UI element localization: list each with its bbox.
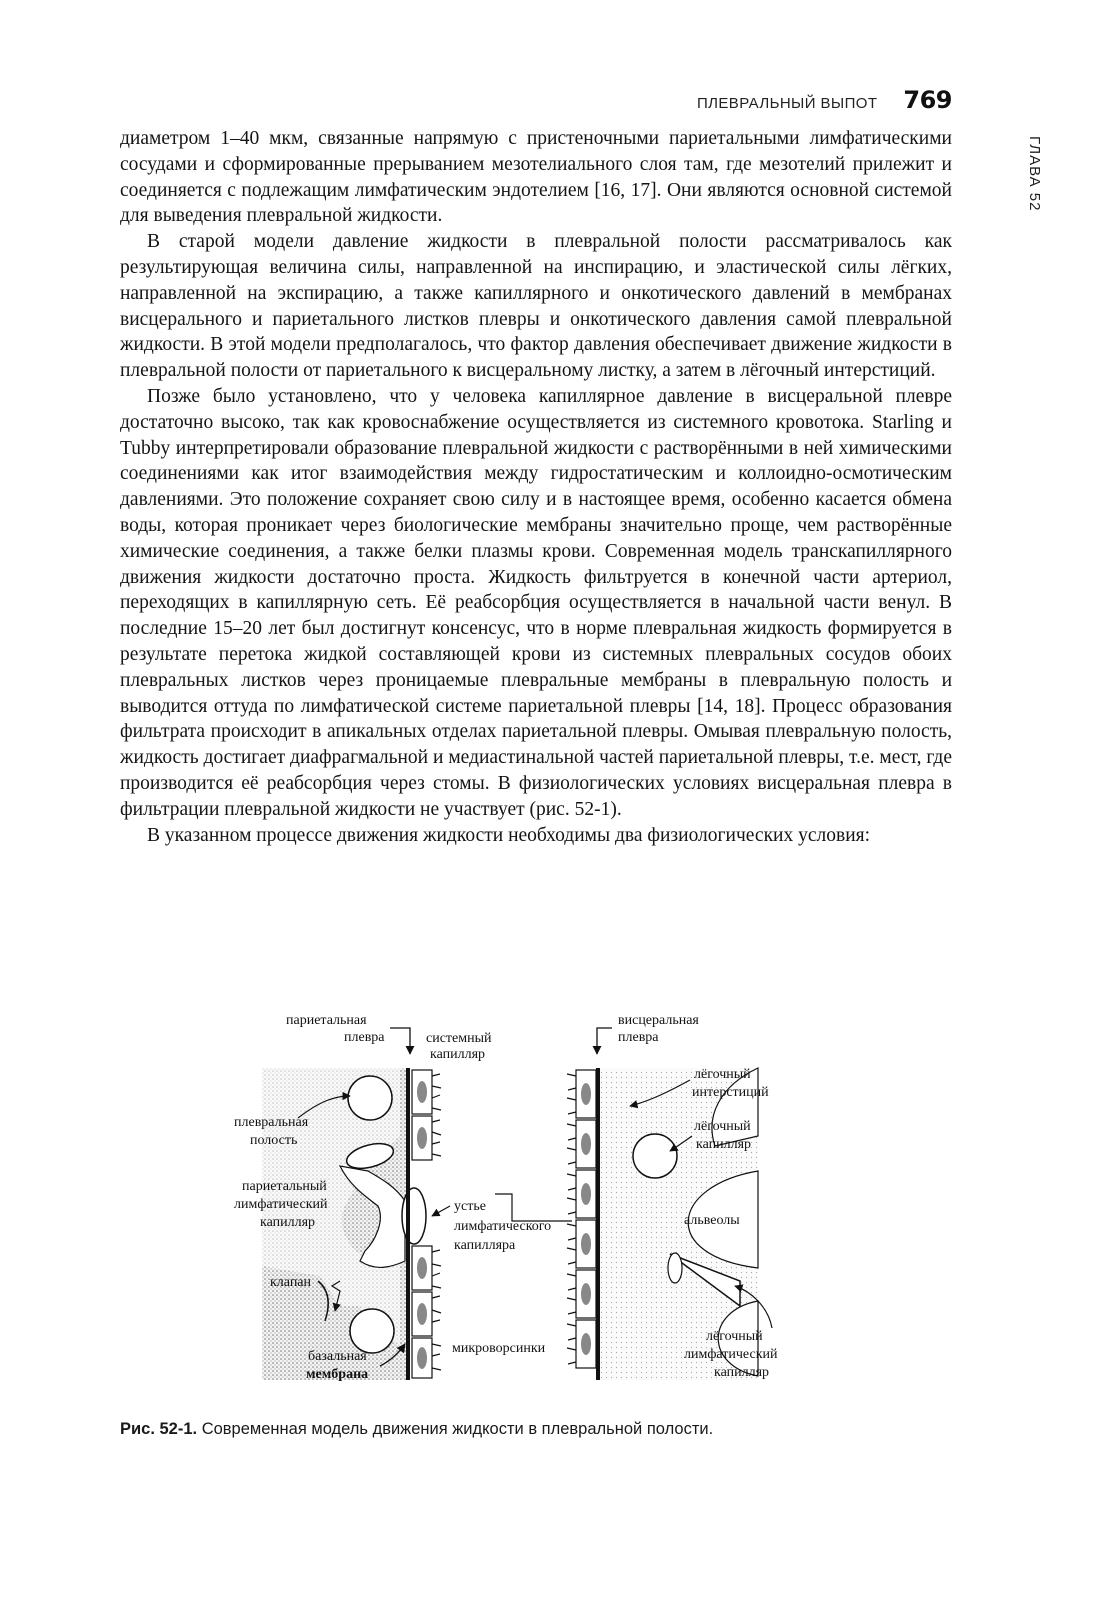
label-lung-interstitium-1: лёгочный: [694, 1067, 751, 1082]
label-stoma-3: капилляра: [454, 1238, 516, 1253]
label-valve: клапан: [270, 1275, 312, 1290]
paragraph-4: В указанном процессе движения жидкости необходимы два физиологических условия:: [147, 824, 871, 846]
label-stoma-1: устье: [454, 1199, 486, 1214]
visceral-microvilli: [567, 1074, 576, 1364]
label-basal-membrane-2: мембрана: [306, 1367, 369, 1382]
systemic-capillary-lower: [350, 1309, 394, 1353]
chapter-side-tab: ГЛАВА 52: [1026, 136, 1043, 212]
body-text: [120, 126, 952, 848]
label-systemic-capillary-2: капилляр: [430, 1047, 486, 1062]
label-parietal-lymph-1: париетальный: [242, 1179, 327, 1194]
caption-text: Современная модель движения жидкости в плевральной полости.: [201, 1420, 714, 1438]
label-visceral-pleura-2: плевра: [618, 1030, 659, 1045]
figure-caption: [120, 1420, 952, 1439]
figure-diagram: [200, 1006, 820, 1406]
running-head: [120, 86, 952, 122]
parietal-microvilli: [432, 1074, 441, 1370]
paragraph-2: В старой модели давление жидкости в плевральной полости рассматривалось как результирующая величина силы, направленной на инспирацию, и эластической силы лёгких, направленной на экспирацию, а также капиллярного и онкотического давлений в мембранах висцерального и париетального листков плевры и онкотического давления самой плевральной жидкости. В этой модели предполагалось, что фактор давления обеспечивает движение жидкости в плевральной полости от париетального к висцеральному листку, а затем в лёгочный интерстиций.: [120, 231, 952, 382]
label-parietal-pleura-1: париетальная: [286, 1013, 367, 1028]
label-pleural-cavity-1: плевральная: [234, 1115, 309, 1130]
label-alveoli: альвеолы: [684, 1213, 740, 1228]
label-systemic-capillary-1: системный: [426, 1031, 492, 1046]
page-number: 769: [903, 86, 952, 114]
label-lung-interstitium-2: интерстиций: [692, 1085, 769, 1100]
label-microvilli: микроворсинки: [452, 1341, 546, 1356]
figure-number: Рис. 52-1.: [120, 1420, 198, 1438]
lung-capillary: [633, 1134, 677, 1178]
visceral-mesothelial-cells: [576, 1070, 596, 1368]
figure-pleural-fluid-model: [200, 1006, 820, 1406]
label-lung-lymph-2: лимфатический: [684, 1347, 778, 1362]
running-title: ПЛЕВРАЛЬНЫЙ ВЫПОТ: [696, 95, 878, 112]
label-visceral-pleura-1: висцеральная: [618, 1013, 699, 1028]
label-lung-capillary-2: капилляр: [696, 1137, 752, 1152]
label-parietal-pleura-2: плевра: [344, 1030, 385, 1045]
label-parietal-lymph-2: лимфатический: [234, 1197, 328, 1212]
label-stoma-2: лимфатического: [454, 1219, 552, 1234]
label-lung-capillary-1: лёгочный: [694, 1119, 751, 1134]
label-parietal-lymph-3: капилляр: [260, 1215, 316, 1230]
paragraph-3: Позже было установлено, что у человека капиллярное давление в висцеральной плевре достаточно высоко, так как кровоснабжение осуществляется из системного кровотока. Starling и Tubby интерпретировали образование плевральной жидкости с растворёнными в ней химическими соединениями как итог взаимодействия между гидростатическим и коллоидно-осмотическим давлениями. Это положение сохраняет свою силу и в настоящее время, особенно касается обмена воды, которая проникает через биологические мембраны значительно проще, чем растворённые химические соединения, а также белки плазмы крови. Современная модель транскапиллярного движения жидкости достаточно проста. Жидкость фильтруется в конечной части артериол, переходящих в капиллярную сеть. Её реабсорбция осуществляется в начальной части венул. В последние 15–20 лет был достигнут консенсус, что в норме плевральная жидкость формируется в результате перетока жидкой составляющей крови из системных плевральных сосудов обоих плевральных листков через проницаемые плевральные мембраны в плевральную полость и выводится оттуда по лимфатической системе париетальной плевры [14, 18]. Процесс образования фильтрата происходит в апикальных отделах париетальной плевры. Омывая плевральную полость, жидкость достигает диафрагмальной и медиастинальной частей париетальной плевры, т.е. мест, где производится её реабсорбция через стомы. В физиологических условиях висцеральная плевра в фильтрации плевральной жидкости не участвует (рис. 52-1).: [120, 385, 952, 820]
stoma-opening: [402, 1188, 426, 1244]
label-pleural-cavity-2: полость: [250, 1133, 298, 1148]
paragraph-1: диаметром 1–40 мкм, связанные напрямую с пристеночными париетальными лимфатическими сосудами и сформированные прерыванием мезотелиального слоя там, где мезотелий прилежит и соединяется с подлежащим лимфатическим эндотелием [16, 17]. Они являются основной системой для выведения плевральной жидкости.: [120, 128, 952, 227]
systemic-capillary-upper: [348, 1076, 392, 1120]
label-basal-membrane-1: базальная: [308, 1349, 367, 1364]
label-lung-lymph-3: капилляр: [714, 1365, 770, 1380]
label-lung-lymph-1: лёгочный: [706, 1329, 763, 1344]
